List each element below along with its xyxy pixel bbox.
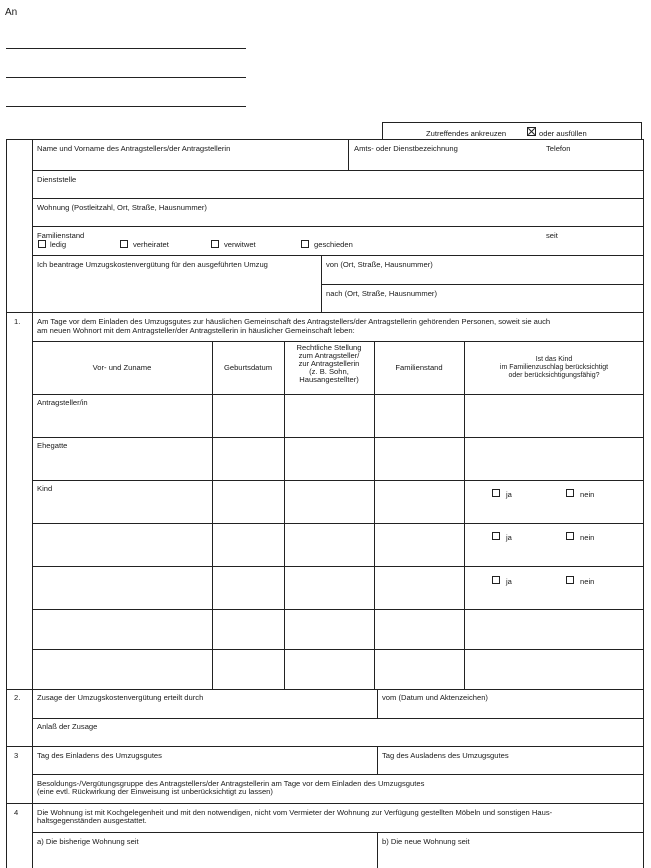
widowed-label: verwitwet xyxy=(224,240,256,249)
section-2-number: 2. xyxy=(14,693,21,702)
address-line-1[interactable] xyxy=(6,48,246,49)
child-2-yes-checkbox[interactable] xyxy=(492,532,500,540)
child-1-no-checkbox[interactable] xyxy=(566,489,574,497)
date-reference-label: vom (Datum und Aktenzeichen) xyxy=(382,693,488,702)
row-label-child: Kind xyxy=(37,484,53,493)
table-row-line xyxy=(32,566,644,567)
date-reference-input[interactable] xyxy=(382,701,638,717)
child-1-yes-checkbox[interactable] xyxy=(492,489,500,497)
official-title-input[interactable] xyxy=(352,152,540,169)
divider xyxy=(377,746,378,774)
previous-apartment-input[interactable] xyxy=(37,846,373,866)
checkbox-crossed-example-icon xyxy=(527,127,536,136)
yes-label: ja xyxy=(506,533,512,542)
move-from-label: von (Ort, Straße, Hausnummer) xyxy=(326,260,433,269)
divider xyxy=(377,689,378,718)
divider xyxy=(377,832,378,868)
address-line-3[interactable] xyxy=(6,106,246,107)
recipient-label: An xyxy=(5,7,18,18)
new-apartment-input[interactable] xyxy=(382,846,638,866)
married-checkbox[interactable] xyxy=(120,240,128,248)
section-divider xyxy=(6,312,644,313)
section-1-intro: Am Tage vor dem Einladen des Umzugsgutes zur häuslichen Gemeinschaft des Antragstellers/der Antragstellerin gehörenden Personen, soweit sie auch xyxy=(37,317,551,326)
new-apartment-label: b) Die neue Wohnung seit xyxy=(382,837,470,846)
table-row-line xyxy=(32,394,644,395)
table-row-line xyxy=(32,437,644,438)
divorced-checkbox[interactable] xyxy=(301,240,309,248)
divider xyxy=(32,226,644,227)
no-label: nein xyxy=(580,577,595,586)
divider xyxy=(32,774,644,775)
move-from-input[interactable] xyxy=(326,268,638,283)
no-label: nein xyxy=(580,533,595,542)
married-label: verheiratet xyxy=(133,240,169,249)
col-header-legal-2: zum Antragsteller/ xyxy=(298,351,360,360)
child-2-no-checkbox[interactable] xyxy=(566,532,574,540)
single-checkbox[interactable] xyxy=(38,240,46,248)
name-label: Name und Vorname des Antragstellers/der Antragstellerin xyxy=(37,144,231,153)
furnished-text-2: haltsgegenständen ausgestattet. xyxy=(37,816,147,825)
child-3-no-checkbox[interactable] xyxy=(566,576,574,584)
section-divider xyxy=(6,746,644,747)
commitment-label: Zusage der Umzugskostenvergütung erteilt durch xyxy=(37,693,204,702)
section-4-number: 4 xyxy=(14,808,19,817)
residence-input[interactable] xyxy=(37,211,637,225)
number-column-divider xyxy=(32,139,33,868)
furnished-text: Die Wohnung ist mit Kochgelegenheit und mit den notwendigen, nicht vom Vermieter der Wohnung zur Verfügung gestellten Möbeln und sonstigen Haus- xyxy=(37,808,553,817)
col-header-legal-1: Rechtliche Stellung xyxy=(296,343,362,352)
col-header-legal-4: (z. B. Sohn, xyxy=(309,367,349,376)
widowed-checkbox[interactable] xyxy=(211,240,219,248)
no-label: nein xyxy=(580,490,595,499)
loading-day-input[interactable] xyxy=(37,759,373,773)
instruction-box xyxy=(382,122,642,139)
address-line-2[interactable] xyxy=(6,77,246,78)
unloading-day-label: Tag des Ausladens des Umzugsgutes xyxy=(382,751,509,760)
child-3-yes-checkbox[interactable] xyxy=(492,576,500,584)
move-to-label: nach (Ort, Straße, Hausnummer) xyxy=(326,289,437,298)
divider xyxy=(32,832,644,833)
pay-group-label: Besoldungs-/Vergütungsgruppe des Antragstellers/der Antragstellerin am Tage vor dem Einladen des Umzugsgutes xyxy=(37,779,425,788)
divider xyxy=(32,255,644,256)
divider xyxy=(348,139,349,170)
table-row-line xyxy=(32,523,644,524)
table-row-line xyxy=(32,649,644,650)
section-1-intro-2: am neuen Wohnort mit dem Antragsteller/der Antragstellerin in häuslicher Gemeinschaft leben: xyxy=(37,326,355,335)
reason-label: Anlaß der Zusage xyxy=(37,722,98,731)
col-header-legal-5: Hausangestellter) xyxy=(299,375,359,384)
col-header-name: Vor- und Zuname xyxy=(92,363,152,372)
section-divider xyxy=(6,689,644,690)
divorced-label: geschieden xyxy=(314,240,353,249)
phone-label: Telefon xyxy=(546,144,571,153)
divider xyxy=(32,170,644,171)
col-header-child-3: oder berücksichtigungsfähig? xyxy=(508,372,600,379)
col-header-marital: Familienstand xyxy=(395,363,443,372)
instruction-text-after: oder ausfüllen xyxy=(539,129,587,138)
col-header-birthdate: Geburtsdatum xyxy=(223,363,273,372)
instruction-text: Zutreffendes ankreuzen xyxy=(426,129,507,138)
official-title-label: Amts- oder Dienstbezeichnung xyxy=(354,144,458,153)
divider xyxy=(32,198,644,199)
single-label: ledig xyxy=(50,240,67,249)
phone-input[interactable] xyxy=(544,152,640,169)
col-header-legal-3: zur Antragstellerin xyxy=(298,359,360,368)
office-input[interactable] xyxy=(37,183,637,197)
name-input[interactable] xyxy=(37,152,343,169)
previous-apartment-label: a) Die bisherige Wohnung seit xyxy=(37,837,139,846)
section-3-number: 3 xyxy=(14,751,19,760)
divider xyxy=(321,284,644,285)
unloading-day-input[interactable] xyxy=(382,759,638,773)
pay-group-note: (eine evtl. Rückwirkung der Einweisung ist unberücksichtigt zu lassen) xyxy=(37,787,273,796)
col-header-child-1: Ist das Kind xyxy=(535,356,573,363)
office-label: Dienststelle xyxy=(37,175,77,184)
section-divider xyxy=(6,803,644,804)
marital-since-label: seit xyxy=(546,231,558,240)
yes-label: ja xyxy=(506,577,512,586)
section-1-number: 1. xyxy=(14,317,21,326)
reason-input[interactable] xyxy=(37,730,637,744)
move-to-input[interactable] xyxy=(326,297,638,311)
marital-status-label: Familienstand xyxy=(37,231,85,240)
table-row-line xyxy=(32,480,644,481)
row-label-spouse: Ehegatte xyxy=(37,441,68,450)
residence-label: Wohnung (Postleitzahl, Ort, Straße, Hausnummer) xyxy=(37,203,207,212)
divider xyxy=(32,718,644,719)
loading-day-label: Tag des Einladens des Umzugsgutes xyxy=(37,751,162,760)
row-label-applicant: Antragsteller/in xyxy=(37,398,88,407)
col-header-child-2: im Familienzuschlag berücksichtigt xyxy=(499,364,609,371)
commitment-input[interactable] xyxy=(37,701,373,717)
table-top xyxy=(32,341,644,342)
yes-label: ja xyxy=(506,490,512,499)
table-row-line xyxy=(32,609,644,610)
request-label: Ich beantrage Umzugskostenvergütung für den ausgeführten Umzug xyxy=(37,260,268,269)
